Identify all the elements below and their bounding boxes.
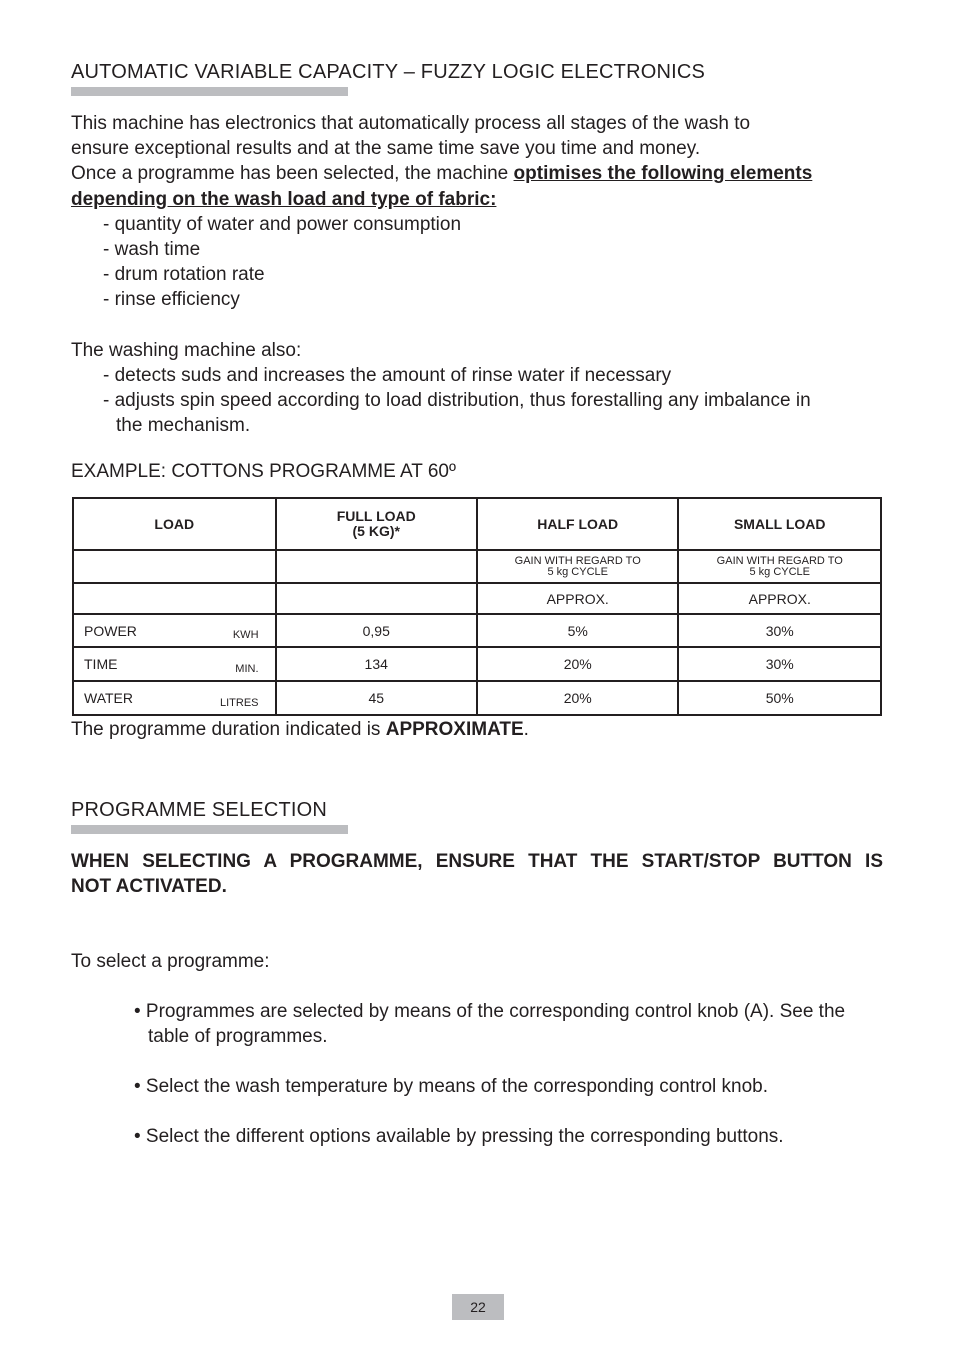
element-item: - drum rotation rate [103,264,265,285]
element-item: - wash time [103,239,201,260]
row-label-text: WATER [84,690,133,706]
warning-line-2: NOT ACTIVATED. [71,876,227,897]
page-number: 22 [452,1294,504,1320]
also-item: - detects suds and increases the amount of rinse water if necessary [103,365,672,386]
header-full-load-line2: (5 KG)* [352,523,400,539]
gain-line1: GAIN WITH REGARD TO [514,554,641,567]
warning-paragraph [71,849,883,899]
section-title-fuzzy-logic: AUTOMATIC VARIABLE CAPACITY – FUZZY LOGIC ELECTRONICS [71,61,706,83]
duration-note-text: The programme duration indicated is [71,719,386,740]
cell-half: 20% [477,647,679,681]
table-cell-empty [73,550,276,583]
table-row [73,681,881,715]
duration-note-emphasis: APPROXIMATE [385,719,524,740]
bullet-item [134,999,886,1049]
row-unit: MIN. [235,663,259,675]
element-item: - quantity of water and power consumption [103,214,462,235]
approx-small: APPROX. [678,583,881,614]
row-unit: KWH [232,629,259,641]
intro-line-3-emphasis: optimises the following elements [513,163,813,184]
intro-line-4-emphasis: depending on the wash load and type of fabric: [71,189,497,210]
gain-half [477,550,679,583]
gain-line1: GAIN WITH REGARD TO [716,554,843,567]
header-half-load: HALF LOAD [477,498,679,550]
bullet-1-line-1: • Programmes are selected by means of the corresponding control knob (A). See the [134,1001,846,1022]
bullet-item: • Select the wash temperature by means of the corresponding control knob. [134,1076,769,1097]
cell-full: 0,95 [276,614,477,647]
cell-small: 30% [678,614,881,647]
example-table [72,497,882,716]
row-label-text: POWER [84,622,137,639]
header-small-load: SMALL LOAD [678,498,881,550]
table-approx-row [73,583,881,614]
table-cell-empty [276,583,477,614]
gain-line2: 5 kg CYCLE [749,565,810,578]
header-load: LOAD [73,498,276,550]
table-gain-row [73,550,881,583]
row-unit: LITRES [220,697,259,709]
intro-paragraph [71,111,886,312]
header-full-load [276,498,477,550]
cell-half: 20% [477,681,679,715]
cell-full: 45 [276,681,477,715]
to-select-intro: To select a programme: [71,951,270,972]
row-label [73,614,276,647]
gain-small [678,550,881,583]
bullet-1-line-2: table of programmes. [148,1026,328,1047]
element-item: - rinse efficiency [103,289,240,310]
gain-line2: 5 kg CYCLE [547,565,608,578]
duration-note-end: . [523,719,529,740]
example-title: EXAMPLE: COTTONS PROGRAMME AT 60º [71,461,456,482]
section-title-programme-selection: PROGRAMME SELECTION [71,799,328,821]
warning-line-1: WHEN SELECTING A PROGRAMME, ENSURE THAT THE START/STOP BUTTON IS [71,851,883,872]
also-intro: The washing machine also: [71,340,302,361]
table-cell-empty [73,583,276,614]
table-header-row [73,498,881,550]
intro-line-2: ensure exceptional results and at the same time save you time and money. [71,138,701,159]
row-label [73,681,276,715]
cell-half: 5% [477,614,679,647]
approx-half: APPROX. [477,583,679,614]
header-full-load-line1: FULL LOAD [336,508,416,524]
intro-line-3 [71,161,886,186]
section-title-underline [71,825,348,834]
also-item-continuation: the mechanism. [116,415,251,436]
cell-small: 50% [678,681,881,715]
table-row [73,647,881,681]
also-item: - adjusts spin speed according to load distribution, thus forestalling any imbalance in [103,390,811,411]
intro-line-3-text: Once a programme has been selected, the machine [71,163,514,184]
bullet-item: • Select the different options available by pressing the corresponding buttons. [134,1126,784,1147]
duration-note [71,717,886,742]
table-cell-empty [276,550,477,583]
cell-full: 134 [276,647,477,681]
table-row [73,614,881,647]
section-title-underline [71,87,348,96]
row-label [73,647,276,681]
row-label-text: TIME [84,656,118,672]
intro-line-1: This machine has electronics that automatically process all stages of the wash to [71,113,751,134]
cell-small: 30% [678,647,881,681]
also-paragraph [71,338,886,438]
